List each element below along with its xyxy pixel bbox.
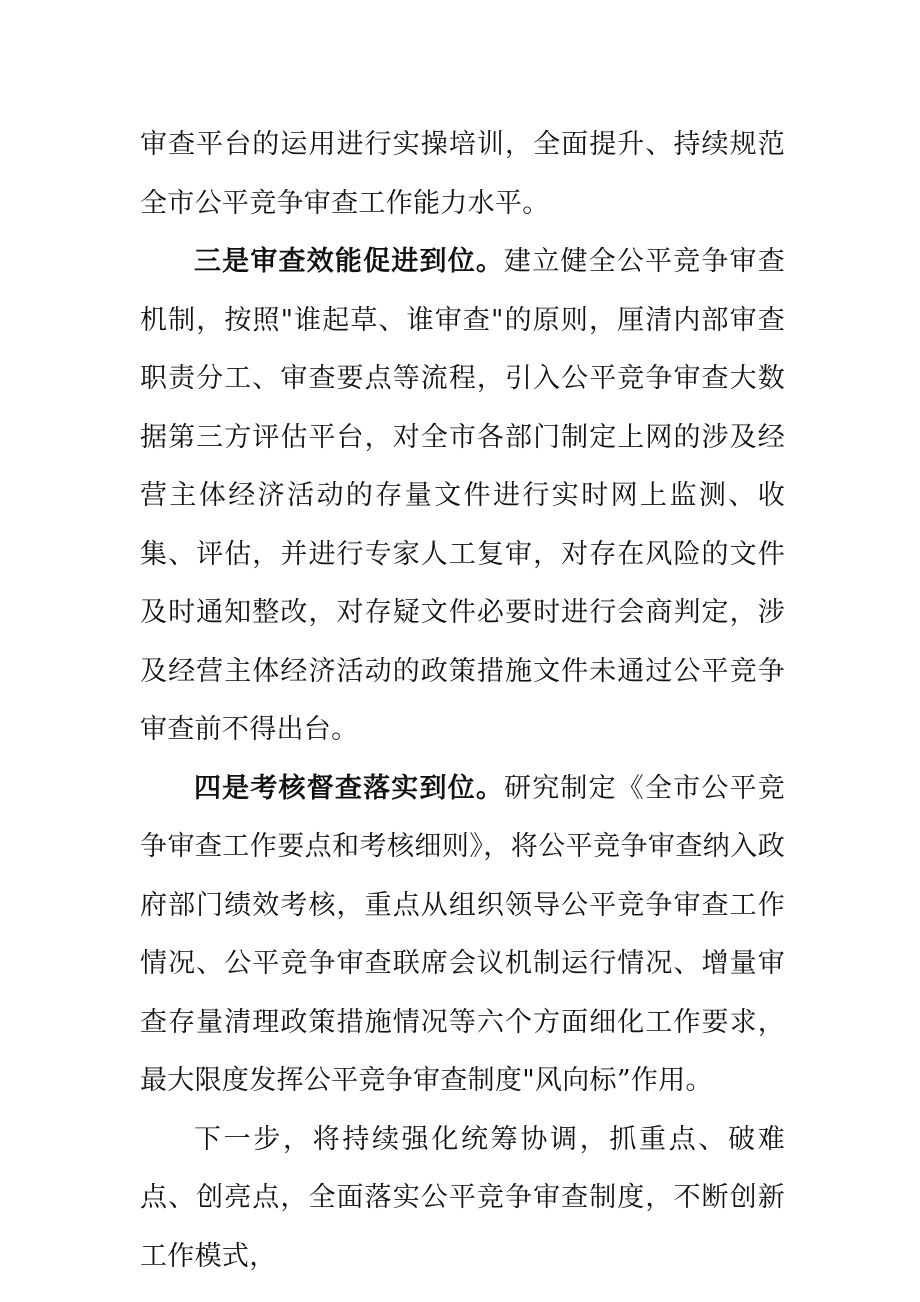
paragraph-next-step: [140, 1111, 785, 1287]
document-page: [140, 116, 785, 1286]
paragraph-text: 研究制定《全市公平竞争审查工作要点和考核细则》，将公平竞争审查纳入政府部门绩效考核，重点从组织领导公平竞争审查工作情况、公平竞争审查联席会议机制运行情况、增量审查存量清理政策措施情况等六个方面细化工作要求，最大限度发挥公平竞争审查制度"风向标”作用。: [140, 772, 785, 1096]
paragraph-text: 下一步，将持续强化统筹协调，抓重点、破难点、创亮点，全面落实公平竞争审查制度，不断创新工作模式，: [140, 1123, 785, 1272]
paragraph-heading: 四是考核督查落实到位。: [194, 772, 505, 804]
paragraph-text: 审查平台的运用进行实操培训，全面提升、持续规范全市公平竞争审查工作能力水平。: [140, 129, 785, 219]
paragraph-text: 建立健全公平竞争审查机制，按照"谁起草、谁审查"的原则，厘清内部审查职责分工、审查要点等流程，引入公平竞争审查大数据第三方评估平台，对全市各部门制定上网的涉及经营主体经济活动的存量文件进行实时网上监测、收集、评估，并进行专家人工复审，对存在风险的文件及时通知整改，对存疑文件必要时进行会商判定，涉及经营主体经济活动的政策措施文件未通过公平竞争审查前不得出台。: [140, 246, 785, 745]
paragraph-continuation: [140, 116, 785, 233]
paragraph-assessment: [140, 760, 785, 1111]
paragraph-review-efficiency: [140, 233, 785, 760]
paragraph-heading: 三是审查效能促进到位。: [194, 246, 505, 277]
